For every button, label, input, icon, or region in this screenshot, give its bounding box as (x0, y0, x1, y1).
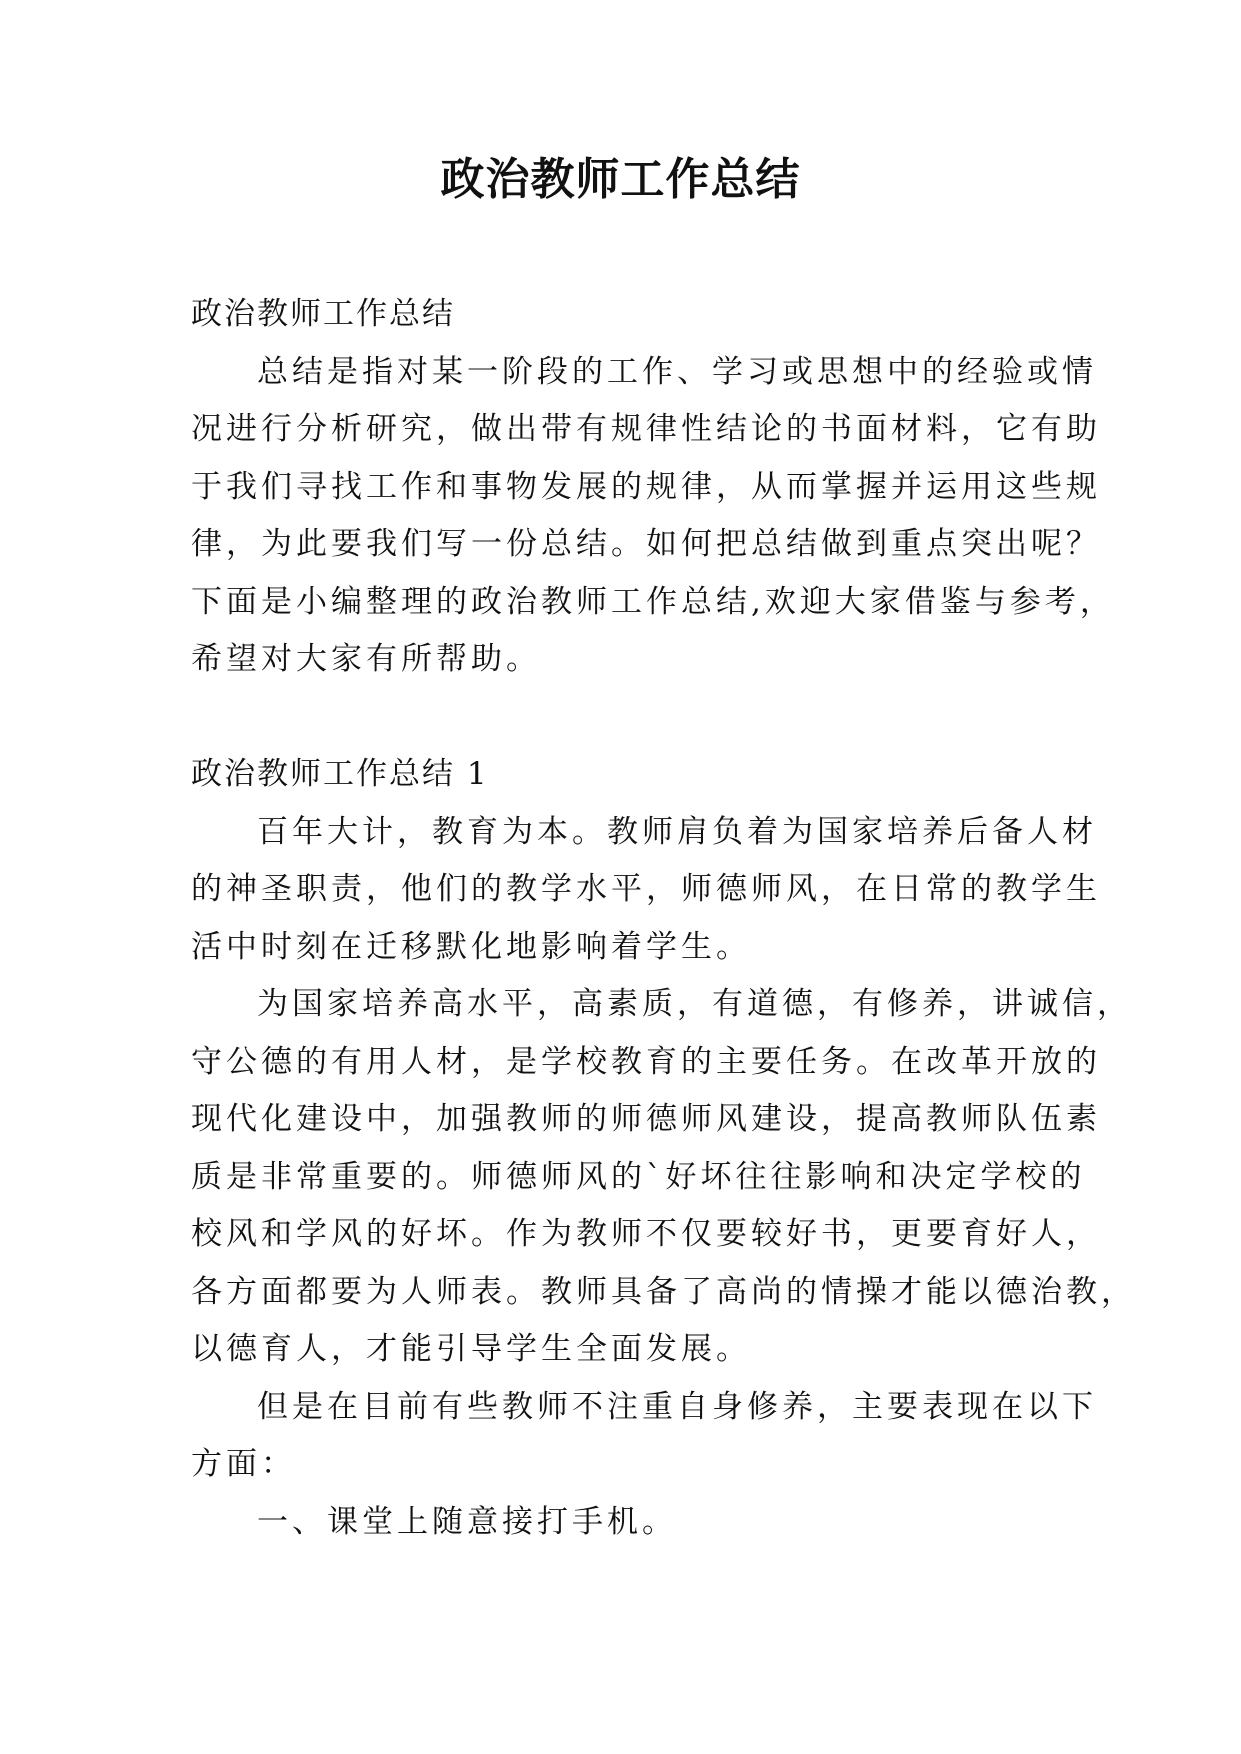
paragraph-line: 百年大计，教育为本。教师肩负着为国家培养后备人材 (257, 813, 1097, 850)
paragraph-line: 活中时刻在迁移默化地影响着学生。 (191, 928, 751, 965)
section-heading: 政治教师工作总结 (191, 296, 455, 332)
paragraph-line: 各方面都要为人师表。教师具备了高尚的情操才能以德治教， (191, 1273, 1136, 1310)
list-item: 一、课堂上随意接打手机。 (257, 1503, 677, 1540)
paragraph-line: 希望对大家有所帮助。 (191, 641, 541, 677)
paragraph-line: 校风和学风的好坏。作为教师不仅要较好书，更要育好人， (191, 1216, 1101, 1252)
paragraph-line: 律，为此要我们写一份总结。如何把总结做到重点突出呢？ (191, 526, 1101, 562)
paragraph-line: 守公德的有用人材，是学校教育的主要任务。在改革开放的 (191, 1043, 1101, 1080)
paragraph-line: 下面是小编整理的政治教师工作总结,欢迎大家借鉴与参考， (191, 583, 1115, 620)
section-heading: 政治教师工作总结 1 (191, 756, 489, 792)
paragraph-line: 为国家培养高水平，高素质，有道德，有修养，讲诚信， (257, 986, 1132, 1022)
paragraph-line: 现代化建设中，加强教师的师德师风建设，提高教师队伍素 (191, 1101, 1101, 1137)
paragraph-line: 质是非常重要的。师德师风的`好坏往往影响和决定学校的 (191, 1158, 1086, 1195)
document-body (191, 286, 1136, 1551)
blank-line (191, 689, 1051, 747)
document-title: 政治教师工作总结 (440, 154, 801, 205)
paragraph-line: 于我们寻找工作和事物发展的规律，从而掌握并运用这些规 (191, 468, 1101, 505)
paragraph-line: 方面： (191, 1446, 296, 1482)
paragraph-line: 总结是指对某一阶段的工作、学习或思想中的经验或情 (257, 353, 1097, 390)
paragraph-line: 以德育人，才能引导学生全面发展。 (191, 1331, 751, 1367)
paragraph-line: 况进行分析研究，做出带有规律性结论的书面材料，它有助 (191, 411, 1101, 447)
paragraph-line: 的神圣职责，他们的教学水平，师德师风，在日常的教学生 (191, 871, 1101, 907)
paragraph-line: 但是在目前有些教师不注重自身修养，主要表现在以下 (257, 1388, 1097, 1425)
